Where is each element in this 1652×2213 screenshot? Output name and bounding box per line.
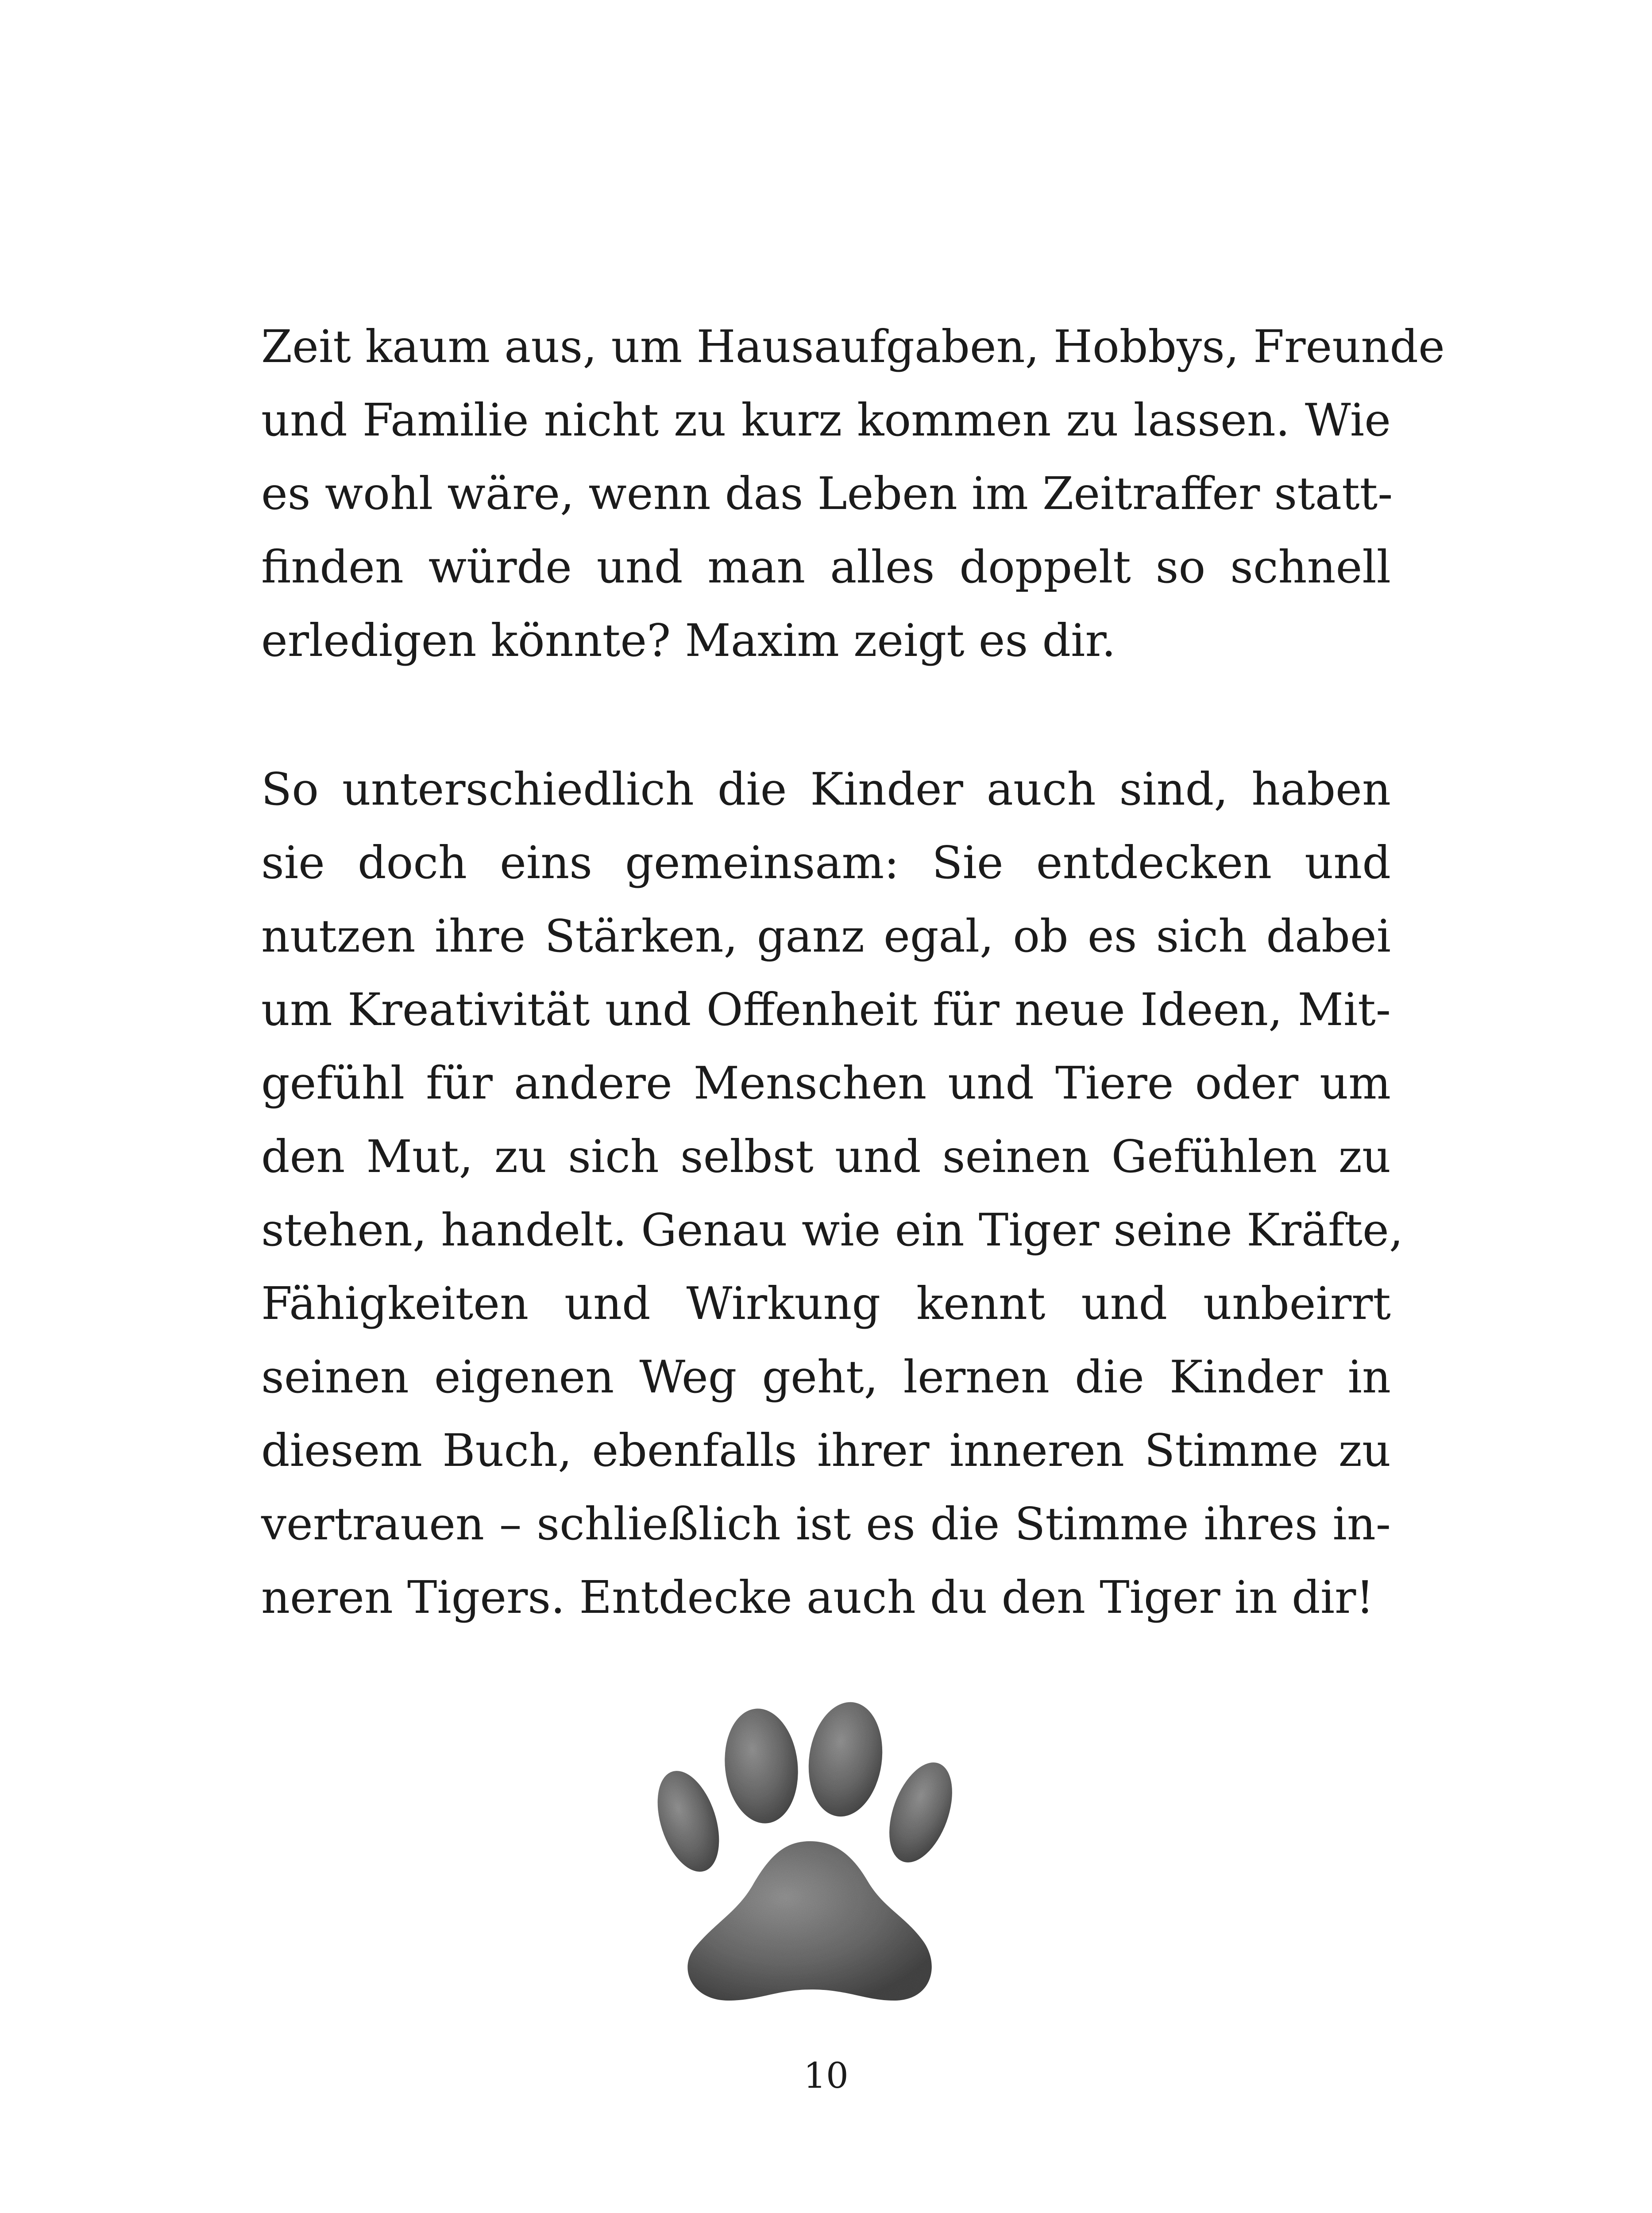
paw-print-icon <box>644 1695 980 2005</box>
paw-toe-left <box>646 1763 731 1880</box>
text-line: So unterschiedlich die Kinder auch sind, haben <box>261 763 1391 815</box>
text-line: Fähigkeiten und Wirkung kennt und unbeirrt <box>261 1277 1391 1330</box>
page-number: 10 <box>803 2055 849 2096</box>
paw-toe-right <box>877 1754 964 1871</box>
text-line: und Familie nicht zu kurz kommen zu lassen. Wie <box>261 394 1391 446</box>
text-line: nutzen ihre Stärken, ganz egal, ob es sich dabei <box>261 910 1391 962</box>
paw-toe-inner-right <box>802 1697 890 1821</box>
paw-toe-inner-left <box>719 1705 803 1827</box>
text-line: sie doch eins gemeinsam: Sie entdecken und <box>261 837 1391 889</box>
paw-main-pad <box>687 1841 931 2001</box>
text-line: den Mut, zu sich selbst und seinen Gefühlen zu <box>261 1130 1391 1183</box>
paragraph-1 <box>261 310 1445 677</box>
text-line: Zeit kaum aus, um Hausaufgaben, Hobbys, Freunde <box>261 320 1445 373</box>
text-line: neren Tigers. Entdecke auch du den Tiger in dir! <box>261 1571 1374 1623</box>
text-line: seinen eigenen Weg geht, lernen die Kinder in <box>261 1351 1391 1403</box>
text-line: gefühl für andere Menschen und Tiere oder um <box>261 1057 1391 1109</box>
text-line: um Kreativität und Offenheit für neue Ideen, Mit- <box>261 983 1391 1036</box>
text-line: diesem Buch, ebenfalls ihrer inneren Stimme zu <box>261 1424 1391 1477</box>
text-line: finden würde und man alles doppelt so schnell <box>261 541 1391 593</box>
text-line: stehen, handelt. Genau wie ein Tiger seine Kräfte, <box>261 1204 1403 1256</box>
text-line: es wohl wäre, wenn das Leben im Zeitraffer statt- <box>261 467 1393 520</box>
text-line: vertrauen – schließlich ist es die Stimme ihres in- <box>261 1498 1391 1550</box>
paragraph-2 <box>261 752 1403 1634</box>
text-line: erledigen könnte? Maxim zeigt es dir. <box>261 614 1116 667</box>
